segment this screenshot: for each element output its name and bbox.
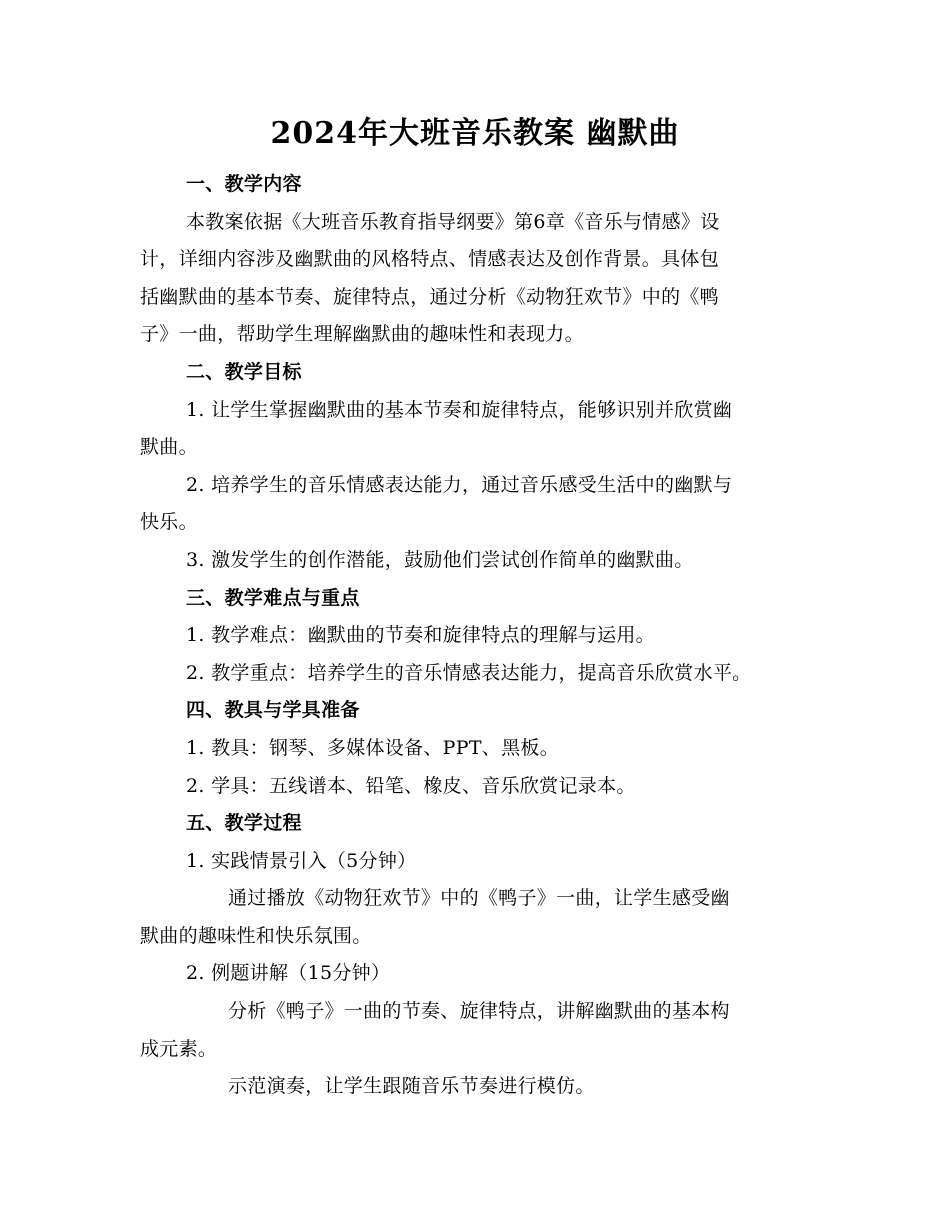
paragraph-line: 成元素。 (140, 1037, 218, 1060)
section-heading: 一、教学内容 (186, 173, 302, 195)
paragraph-line: 括幽默曲的基本节奏、旋律特点，通过分析《动物狂欢节》中的《鸭 (140, 285, 720, 308)
section-heading: 三、教学难点与重点 (186, 586, 360, 609)
document-title: 2024年大班音乐教案 幽默曲 (270, 116, 680, 151)
section-heading: 五、教学过程 (186, 812, 302, 835)
section-heading: 二、教学目标 (186, 360, 302, 383)
paragraph-line: 1. 教具：钢琴、多媒体设备、PPT、黑板。 (186, 736, 560, 759)
paragraph-line: 3. 激发学生的创作潜能，鼓励他们尝试创作简单的幽默曲。 (186, 548, 694, 571)
paragraph-line: 2. 学具：五线谱本、铅笔、橡皮、音乐欣赏记录本。 (186, 774, 636, 797)
paragraph-line: 分析《鸭子》一曲的节奏、旋律特点，讲解幽默曲的基本构 (228, 1000, 730, 1023)
paragraph-line: 计，详细内容涉及幽默曲的风格特点、情感表达及创作背景。具体包 (140, 248, 720, 271)
paragraph-line: 2. 例题讲解（15分钟） (186, 962, 391, 985)
paragraph-line: 示范演奏，让学生跟随音乐节奏进行模仿。 (228, 1075, 595, 1098)
paragraph-line: 2. 培养学生的音乐情感表达能力，通过音乐感受生活中的幽默与 (186, 473, 733, 496)
paragraph-line: 子》一曲，帮助学生理解幽默曲的趣味性和表现力。 (140, 323, 584, 346)
paragraph-line: 默曲的趣味性和快乐氛围。 (140, 924, 372, 947)
section-heading: 四、教具与学具准备 (186, 699, 360, 722)
paragraph-line: 快乐。 (140, 511, 198, 534)
paragraph-line: 1. 实践情景引入（5分钟） (186, 849, 417, 872)
paragraph-line: 通过播放《动物狂欢节》中的《鸭子》一曲，让学生感受幽 (228, 887, 730, 910)
paragraph-line: 1. 让学生掌握幽默曲的基本节奏和旋律特点，能够识别并欣赏幽 (186, 398, 733, 421)
paragraph-line: 本教案依据《大班音乐教育指导纲要》第6章《音乐与情感》设 (186, 210, 720, 233)
paragraph-line: 2. 教学重点：培养学生的音乐情感表达能力，提高音乐欣赏水平。 (186, 661, 752, 684)
document-body (140, 166, 804, 1106)
paragraph-line: 1. 教学难点：幽默曲的节奏和旋律特点的理解与运用。 (186, 624, 655, 647)
paragraph-line: 默曲。 (140, 436, 198, 459)
